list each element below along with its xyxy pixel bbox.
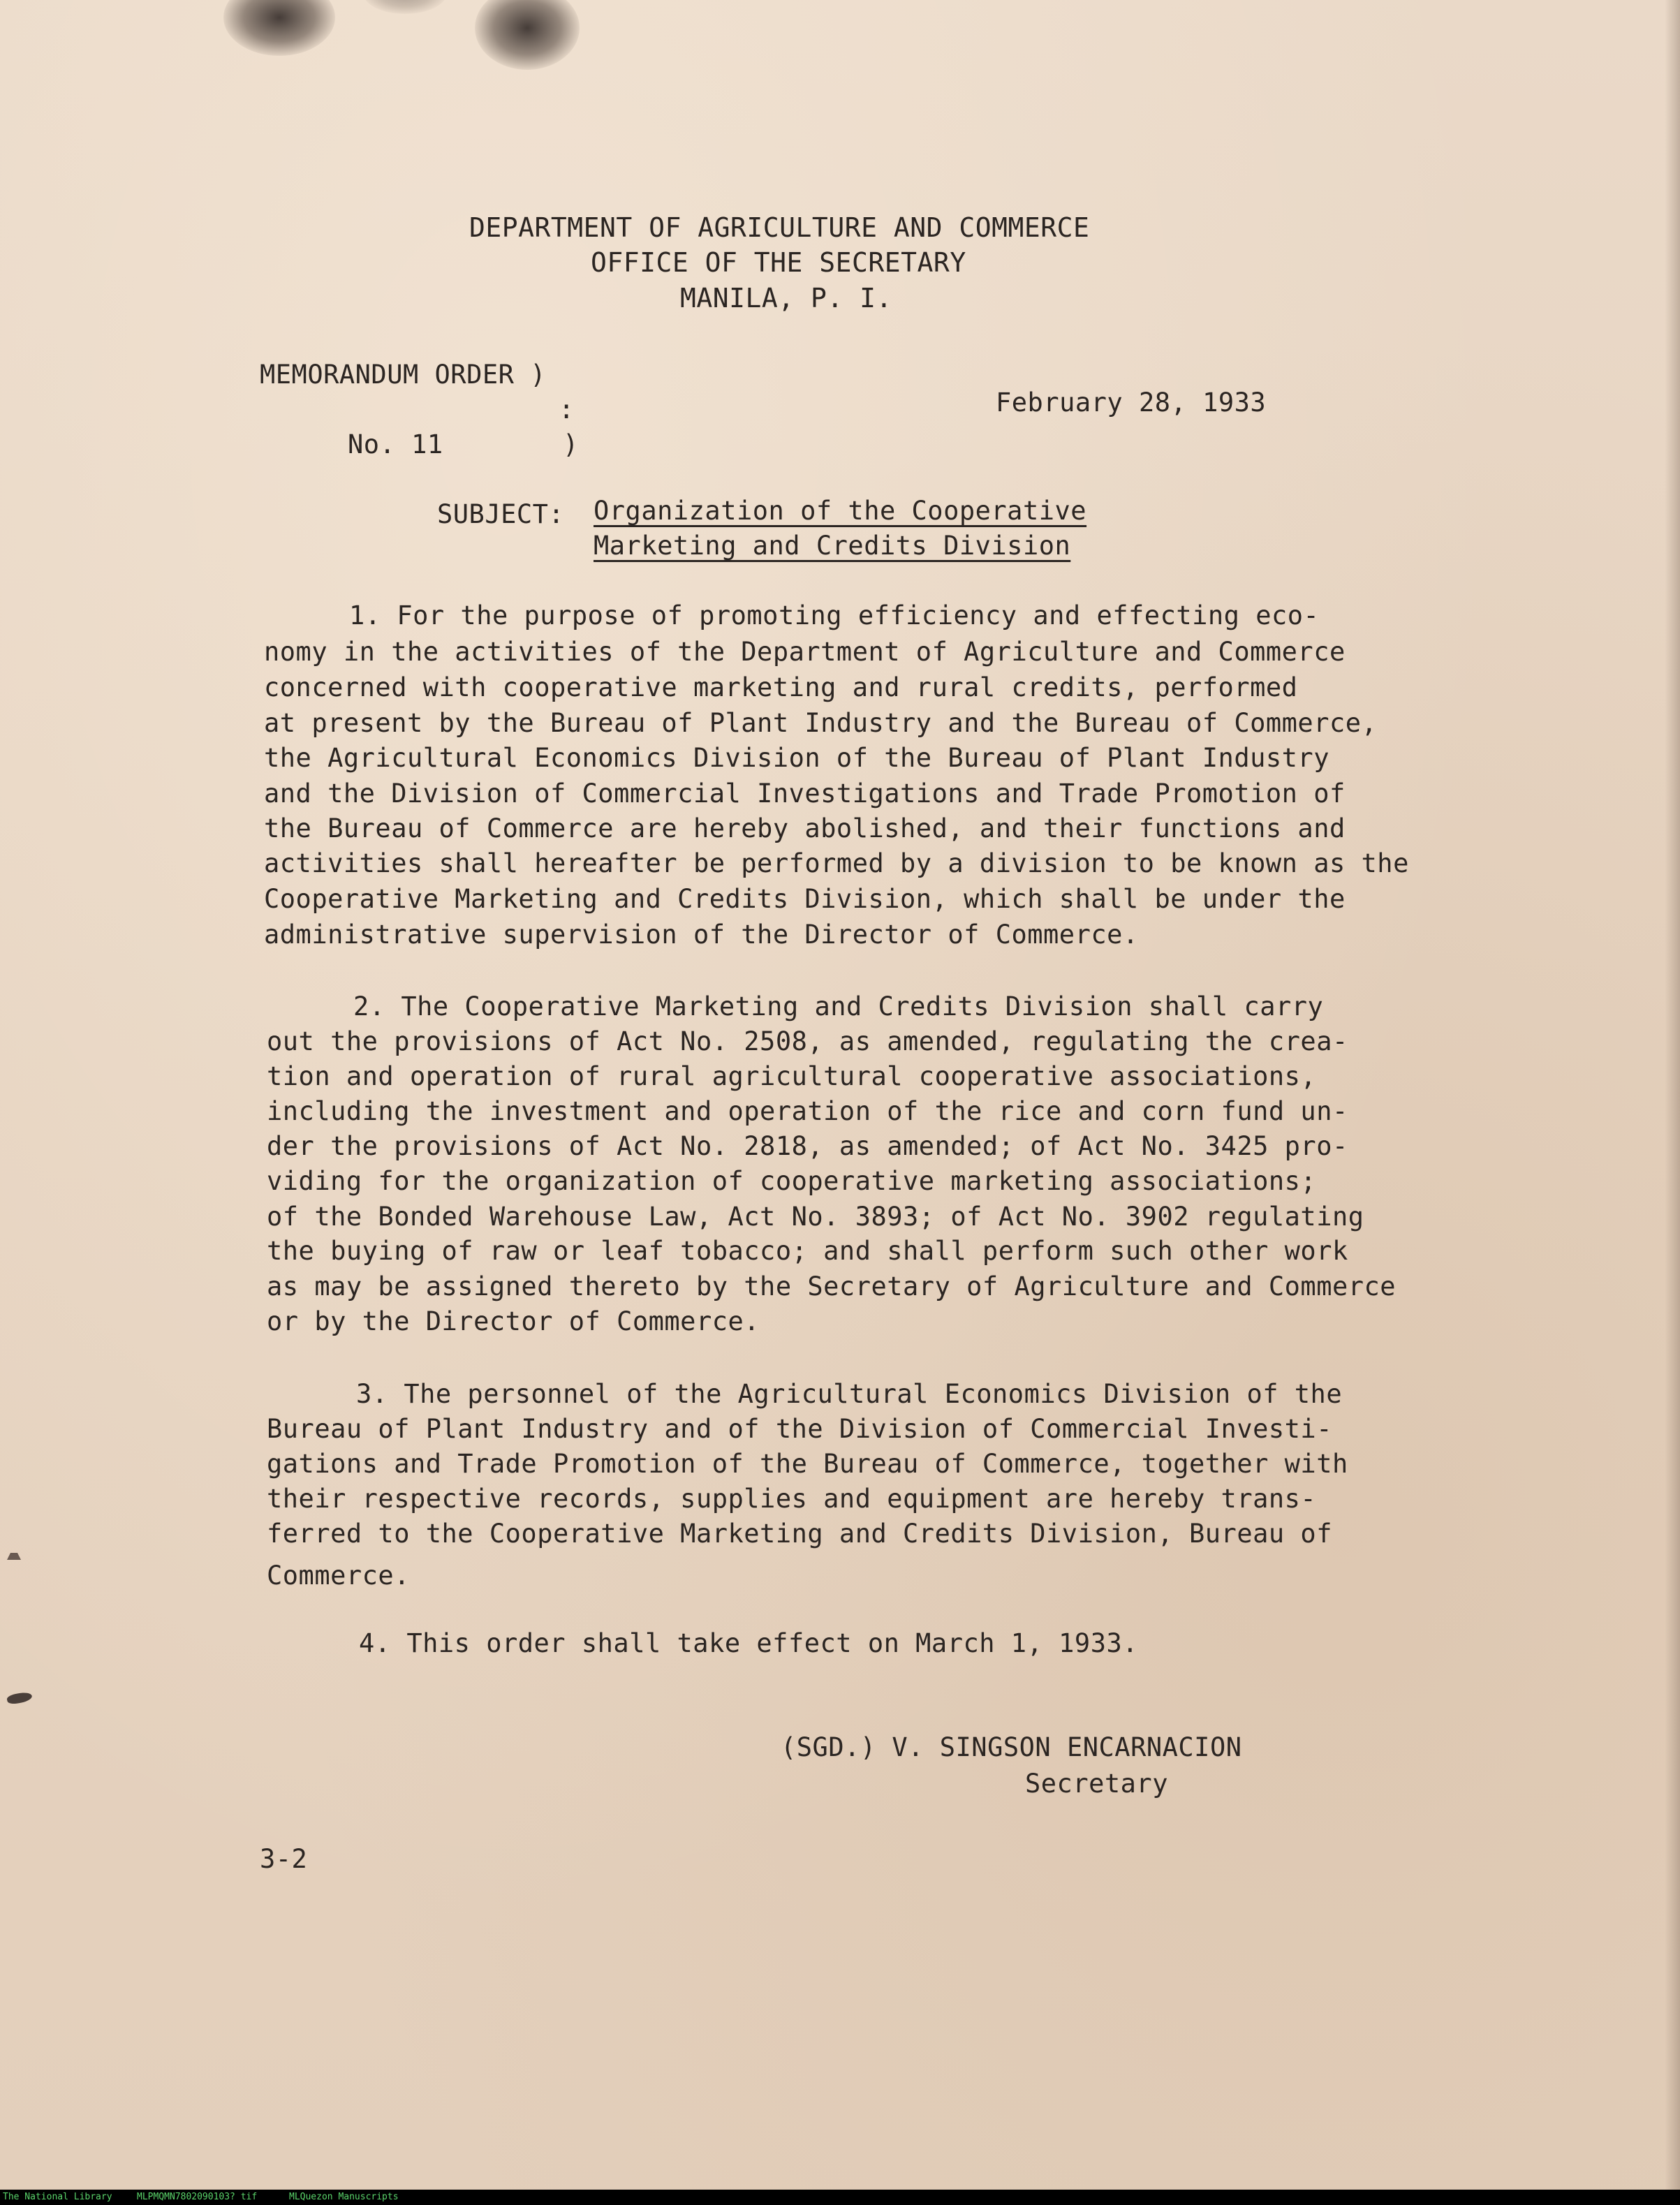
subject-label: SUBJECT: — [437, 499, 565, 529]
memo-paren: ) — [563, 429, 579, 459]
page-edge-shadow — [1665, 0, 1680, 2190]
paragraph-line: tion and operation of rural agricultural cooperative associations, — [267, 1061, 1317, 1091]
paragraph-line: 4. This order shall take effect on March 1, 1933. — [359, 1628, 1139, 1658]
archive-footer-bar — [0, 2190, 1680, 2205]
paragraph-line: the buying of raw or leaf tobacco; and shall perform such other work — [267, 1236, 1348, 1266]
paragraph-line: 1. For the purpose of promoting efficiency and effecting eco- — [349, 600, 1320, 630]
letterhead-department: DEPARTMENT OF AGRICULTURE AND COMMERCE — [469, 212, 1090, 243]
paragraph-line: at present by the Bureau of Plant Industry and the Bureau of Commerce, — [264, 708, 1378, 738]
paragraph-line: activities shall hereafter be performed by a division to be known as the — [264, 848, 1409, 878]
memo-date: February 28, 1933 — [996, 388, 1267, 418]
paragraph-line: gations and Trade Promotion of the Bureau of Commerce, together with — [267, 1449, 1348, 1479]
paragraph-line: their respective records, supplies and equipment are hereby trans- — [267, 1484, 1317, 1514]
subject-line-2: Marketing and Credits Division — [594, 531, 1071, 561]
paragraph-line: Cooperative Marketing and Credits Division, which shall be under the — [264, 884, 1346, 914]
paragraph-line: viding for the organization of cooperative marketing associations; — [267, 1166, 1317, 1196]
paragraph-line: 2. The Cooperative Marketing and Credits Division shall carry — [353, 991, 1324, 1022]
letterhead-office: OFFICE OF THE SECRETARY — [591, 247, 966, 278]
memo-number: No. 11 — [348, 429, 443, 459]
footer-collection: MLQuezon Manuscripts — [289, 2192, 399, 2202]
signature-title: Secretary — [1025, 1769, 1168, 1799]
paragraph-line: ferred to the Cooperative Marketing and Credits Division, Bureau of — [267, 1519, 1332, 1549]
paragraph-line: including the investment and operation of the rice and corn fund un- — [267, 1096, 1348, 1126]
paragraph-line: and the Division of Commercial Investigations and Trade Promotion of — [264, 779, 1346, 809]
paragraph-line: the Agricultural Economics Division of the Bureau of Plant Industry — [264, 743, 1329, 773]
memo-order-label: MEMORANDUM ORDER ) — [260, 360, 546, 390]
ink-smudge — [475, 0, 580, 70]
footer-library: The National Library — [3, 2192, 112, 2202]
paragraph-line: nomy in the activities of the Department of Agriculture and Commerce — [264, 637, 1346, 667]
paragraph-line: der the provisions of Act No. 2818, as amended; of Act No. 3425 pro- — [267, 1131, 1348, 1161]
memo-colon: : — [559, 394, 575, 425]
paragraph-line: Bureau of Plant Industry and of the Division of Commercial Investi- — [267, 1414, 1332, 1444]
paper-blemish — [7, 1546, 21, 1560]
paper-blemish — [6, 1690, 33, 1705]
paragraph-line: out the provisions of Act No. 2508, as amended, regulating the crea- — [267, 1026, 1348, 1056]
ink-smudge — [363, 0, 447, 14]
paragraph-line: concerned with cooperative marketing and rural credits, performed — [264, 672, 1298, 702]
paragraph-line: or by the Director of Commerce. — [267, 1306, 760, 1336]
letterhead-location: MANILA, P. I. — [680, 283, 892, 314]
paragraph-line: of the Bonded Warehouse Law, Act No. 3893; of Act No. 3902 regulating — [267, 1202, 1364, 1232]
paragraph-line: as may be assigned thereto by the Secretary of Agriculture and Commerce — [267, 1271, 1397, 1301]
footer-filename: MLPMQMN7802090103? tif — [137, 2192, 258, 2202]
paragraph-line: 3. The personnel of the Agricultural Economics Division of the — [356, 1379, 1343, 1409]
paragraph-line: administrative supervision of the Director of Commerce. — [264, 920, 1139, 950]
subject-line-1: Organization of the Cooperative — [594, 496, 1087, 526]
signature-name: (SGD.) V. SINGSON ENCARNACION — [781, 1732, 1242, 1762]
paragraph-line: Commerce. — [267, 1561, 410, 1591]
paragraph-line: the Bureau of Commerce are hereby abolished, and their functions and — [264, 813, 1346, 843]
ink-smudge — [223, 0, 335, 56]
page-code: 3-2 — [260, 1844, 308, 1874]
